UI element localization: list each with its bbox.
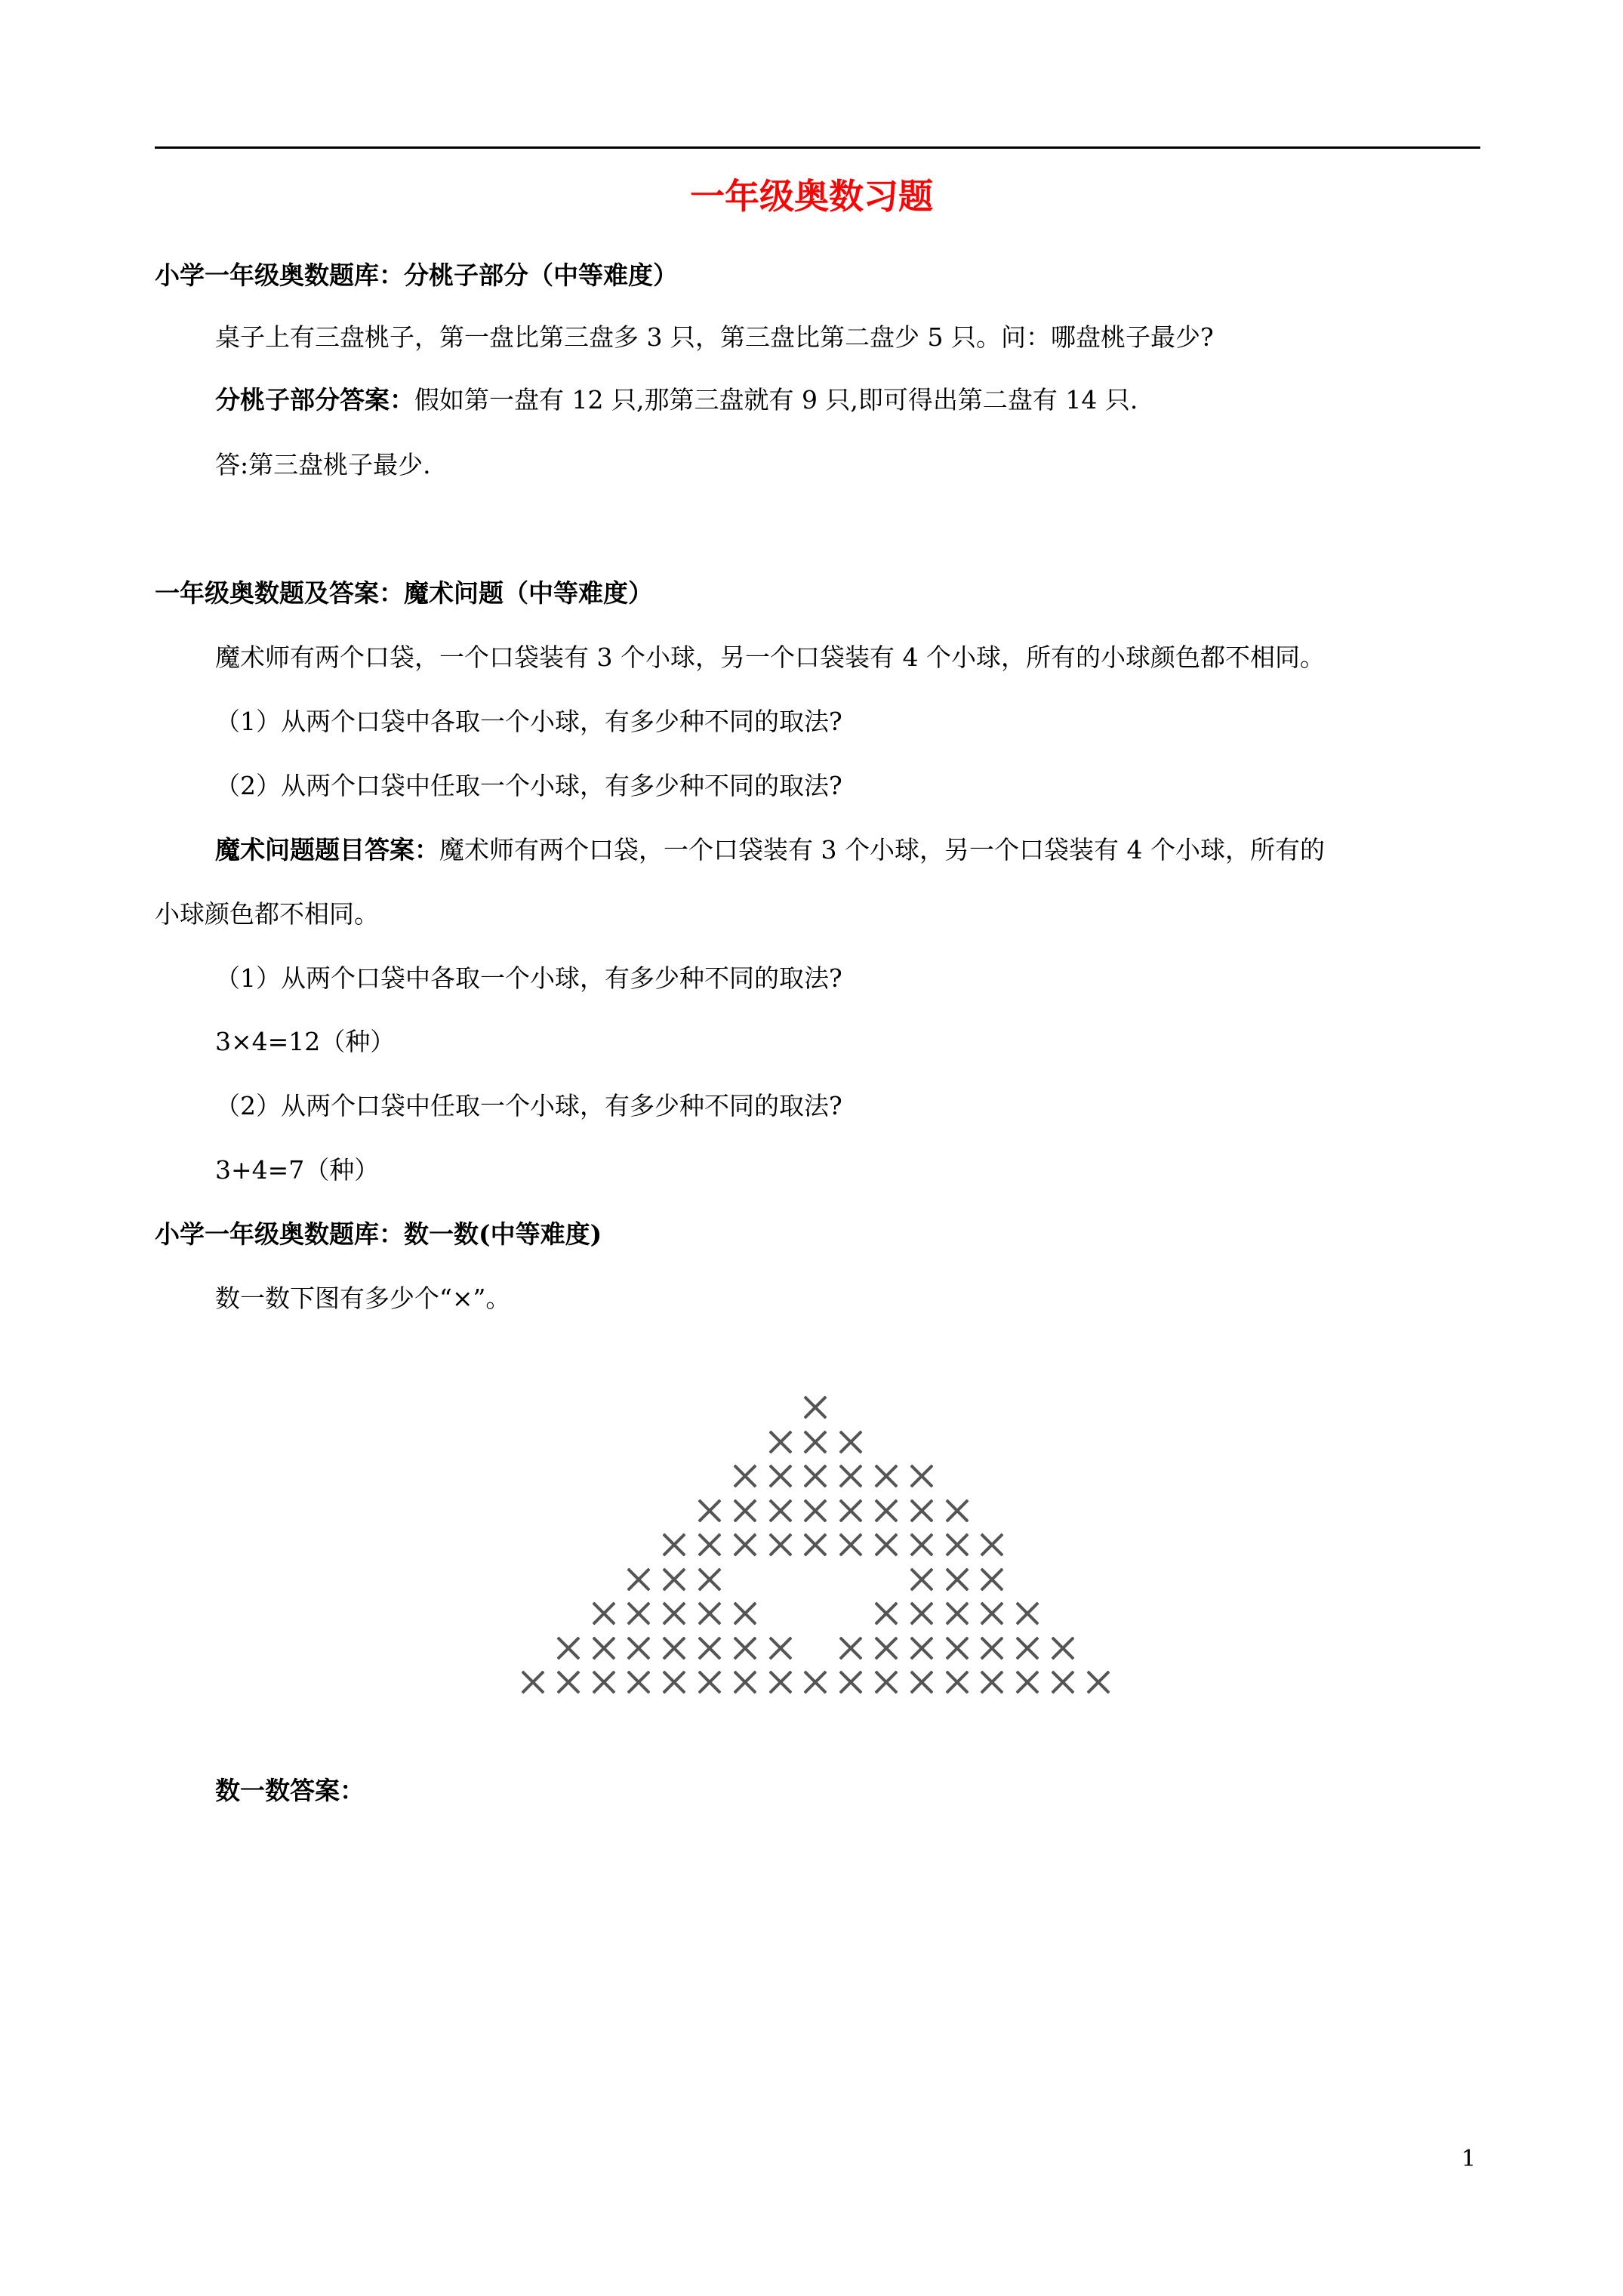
cross-mark-icon	[589, 1667, 619, 1697]
section1-heading: 小学一年级奥数题库：分桃子部分（中等难度）	[155, 260, 678, 290]
cross-mark-icon	[730, 1461, 760, 1491]
section2-q1: （1）从两个口袋中各取一个小球，有多少种不同的取法?	[215, 707, 842, 736]
cross-mark-icon	[694, 1564, 725, 1595]
page-number: 1	[1461, 2146, 1477, 2172]
cross-mark-icon	[1012, 1598, 1042, 1629]
cross-mark-icon	[589, 1633, 619, 1663]
cross-mark-icon	[871, 1633, 901, 1663]
cross-mark-icon	[836, 1427, 866, 1457]
section2-answer-text-line1: 魔术师有两个口袋，一个口袋装有 3 个小球，另一个口袋装有 4 个小球，所有的	[439, 835, 1325, 864]
cross-mark-icon	[694, 1633, 725, 1663]
cross-mark-icon	[836, 1530, 866, 1560]
cross-mark-icon	[624, 1667, 654, 1697]
cross-mark-icon	[730, 1530, 760, 1560]
cross-mark-icon	[553, 1667, 584, 1697]
cross-mark-icon	[907, 1496, 937, 1526]
section2-answer	[215, 834, 1325, 867]
header-rule	[155, 146, 1480, 149]
cross-mark-icon	[942, 1633, 972, 1663]
section1-answer-label: 分桃子部分答案：	[215, 385, 414, 415]
cross-mark-icon	[836, 1667, 866, 1697]
cross-mark-icon	[659, 1530, 689, 1560]
cross-mark-icon	[694, 1530, 725, 1560]
cross-mark-icon	[871, 1496, 901, 1526]
cross-mark-icon	[765, 1530, 796, 1560]
cross-mark-icon	[624, 1633, 654, 1663]
cross-mark-icon	[800, 1392, 830, 1422]
cross-mark-icon	[624, 1564, 654, 1595]
page-title: 一年级奥数习题	[690, 176, 933, 217]
cross-mark-icon	[765, 1427, 796, 1457]
cross-mark-icon	[659, 1633, 689, 1663]
section2-q2: （2）从两个口袋中任取一个小球，有多少种不同的取法?	[215, 771, 842, 800]
section1-answer-text: 假如第一盘有 12 只,那第三盘就有 9 只,即可得出第二盘有 14 只.	[414, 385, 1138, 415]
cross-mark-icon	[907, 1667, 937, 1697]
section2-intro: 魔术师有两个口袋，一个口袋装有 3 个小球，另一个口袋装有 4 个小球，所有的小球颜色都不相同。	[215, 643, 1325, 672]
cross-mark-icon	[977, 1564, 1007, 1595]
cross-mark-icon	[907, 1598, 937, 1629]
cross-mark-icon	[836, 1633, 866, 1663]
cross-mark-icon	[907, 1633, 937, 1663]
cross-mark-icon	[836, 1461, 866, 1491]
cross-mark-icon	[694, 1667, 725, 1697]
cross-mark-icon	[765, 1461, 796, 1491]
cross-mark-icon	[942, 1530, 972, 1560]
cross-triangle-figure	[513, 1388, 1117, 1705]
cross-mark-icon	[977, 1667, 1007, 1697]
cross-mark-icon	[836, 1496, 866, 1526]
cross-mark-icon	[730, 1667, 760, 1697]
cross-mark-icon	[1083, 1667, 1113, 1697]
section3-question: 数一数下图有多少个“×”。	[215, 1284, 511, 1313]
section1-question: 桌子上有三盘桃子，第一盘比第三盘多 3 只，第三盘比第二盘少 5 只。问：哪盘桃子最少?	[215, 322, 1214, 352]
cross-mark-icon	[765, 1633, 796, 1663]
cross-mark-icon	[1048, 1633, 1078, 1663]
cross-mark-icon	[942, 1496, 972, 1526]
cross-mark-icon	[871, 1461, 901, 1491]
cross-mark-icon	[659, 1564, 689, 1595]
cross-mark-icon	[800, 1530, 830, 1560]
section2-answer-label: 魔术问题题目答案：	[215, 835, 439, 864]
cross-mark-icon	[518, 1667, 548, 1697]
cross-mark-icon	[659, 1598, 689, 1629]
cross-mark-icon	[730, 1598, 760, 1629]
cross-mark-icon	[977, 1530, 1007, 1560]
section2-answer-q1: （1）从两个口袋中各取一个小球，有多少种不同的取法?	[215, 963, 842, 993]
cross-mark-icon	[942, 1598, 972, 1629]
cross-mark-icon	[1048, 1667, 1078, 1697]
cross-mark-icon	[977, 1598, 1007, 1629]
section2-answer-line2: 小球颜色都不相同。	[155, 899, 379, 929]
cross-mark-icon	[624, 1598, 654, 1629]
cross-mark-icon	[765, 1667, 796, 1697]
cross-mark-icon	[1012, 1633, 1042, 1663]
cross-mark-icon	[907, 1461, 937, 1491]
section3-answer-label: 数一数答案：	[215, 1776, 365, 1805]
cross-mark-icon	[694, 1598, 725, 1629]
section2-heading: 一年级奥数题及答案：魔术问题（中等难度）	[155, 578, 653, 608]
section1-conclusion: 答:第三盘桃子最少.	[215, 450, 431, 479]
section2-answer-1: 3×4=12（种）	[215, 1027, 396, 1056]
cross-mark-icon	[730, 1496, 760, 1526]
cross-mark-icon	[765, 1496, 796, 1526]
cross-mark-icon	[800, 1461, 830, 1491]
cross-mark-icon	[1012, 1667, 1042, 1697]
cross-mark-icon	[871, 1598, 901, 1629]
section2-answer-2: 3+4=7（种）	[215, 1155, 380, 1185]
cross-mark-icon	[694, 1496, 725, 1526]
section2-answer-q2: （2）从两个口袋中任取一个小球，有多少种不同的取法?	[215, 1091, 842, 1120]
cross-mark-icon	[800, 1667, 830, 1697]
cross-mark-icon	[871, 1530, 901, 1560]
cross-mark-icon	[871, 1667, 901, 1697]
cross-mark-icon	[800, 1496, 830, 1526]
cross-mark-icon	[589, 1598, 619, 1629]
cross-mark-icon	[907, 1564, 937, 1595]
cross-mark-icon	[659, 1667, 689, 1697]
cross-mark-icon	[730, 1633, 760, 1663]
cross-mark-icon	[942, 1667, 972, 1697]
section3-heading: 小学一年级奥数题库：数一数(中等难度)	[155, 1219, 602, 1249]
cross-mark-icon	[942, 1564, 972, 1595]
cross-mark-icon	[977, 1633, 1007, 1663]
cross-mark-icon	[553, 1633, 584, 1663]
cross-mark-icon	[907, 1530, 937, 1560]
section1-answer	[215, 384, 1138, 417]
cross-mark-icon	[800, 1427, 830, 1457]
